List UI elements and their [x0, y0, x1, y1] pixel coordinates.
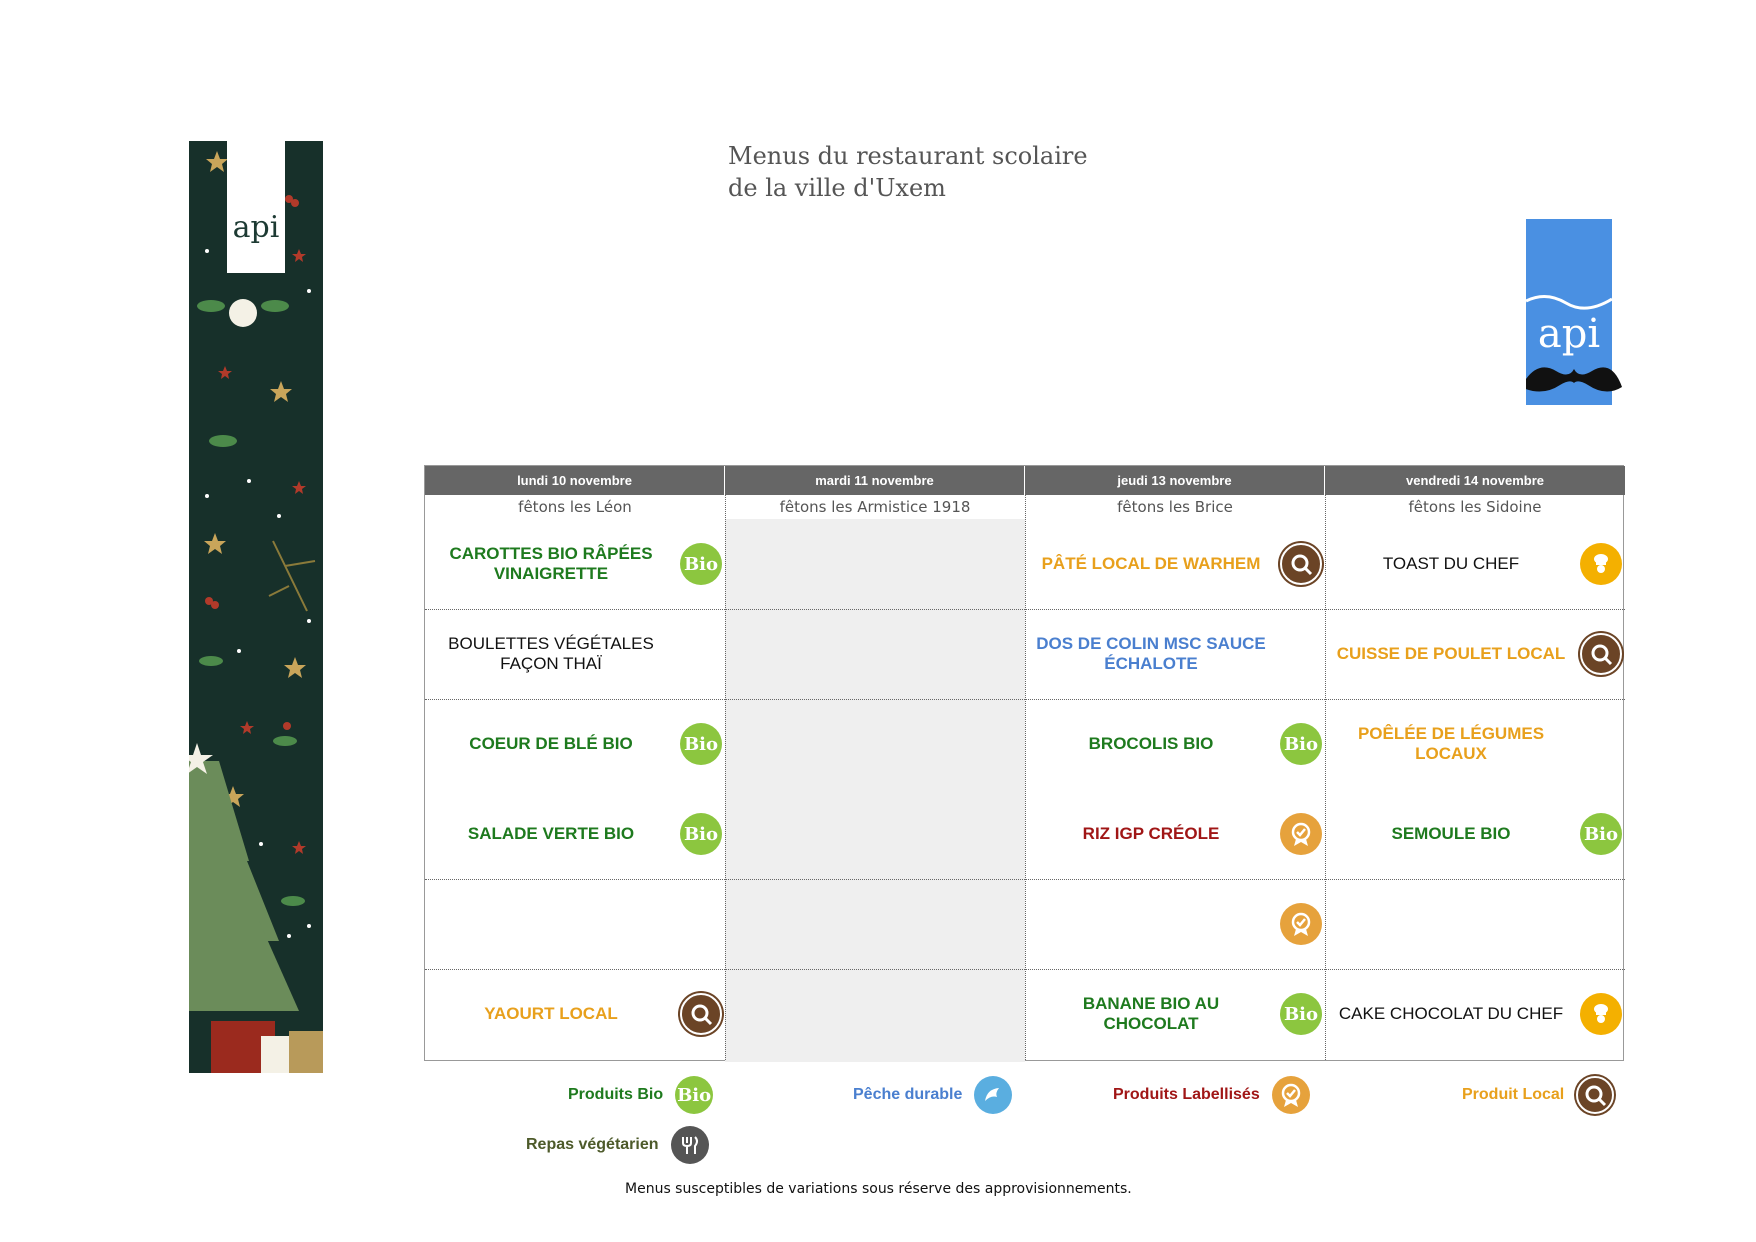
- feast-monday: fêtons les Léon: [518, 498, 632, 516]
- local-product-icon: [1280, 543, 1322, 585]
- legend-label: [1113, 1076, 1310, 1114]
- menu-cell: [1025, 519, 1325, 609]
- dish-name: CUISSE DE POULET LOCAL: [1336, 644, 1566, 663]
- fish-icon: [974, 1076, 1012, 1114]
- menu-cell: [425, 699, 725, 789]
- dish-name: TOAST DU CHEF: [1382, 554, 1520, 573]
- chef-icon: [1580, 993, 1622, 1035]
- local-product-icon: [1576, 1076, 1614, 1114]
- dish-name: RIZ IGP CRÉOLE: [1082, 824, 1220, 843]
- day-header-monday: lundi 10 novembre: [425, 466, 725, 495]
- bio-icon: Bio: [675, 1076, 713, 1114]
- local-product-icon: [1580, 633, 1622, 675]
- legend-label-label: Produits Labellisés: [1113, 1086, 1260, 1103]
- legend-fish-label: Pêche durable: [853, 1086, 963, 1103]
- dish-name: SEMOULE BIO: [1391, 824, 1511, 843]
- menu-cell: [425, 789, 725, 879]
- menu-cell: [1325, 519, 1625, 609]
- day-header-friday: vendredi 14 novembre: [1325, 466, 1625, 495]
- banner-logo-text: api: [232, 210, 280, 245]
- day-header-tuesday: mardi 11 novembre: [725, 466, 1025, 495]
- dish-name: CAROTTES BIO RÂPÉES VINAIGRETTE: [449, 544, 653, 583]
- legend-bio: [568, 1076, 713, 1114]
- legend-vegetarian: [526, 1126, 709, 1164]
- chef-icon: [1580, 543, 1622, 585]
- dish-name: BOULETTES VÉGÉTALES FAÇON THAÏ: [448, 634, 654, 673]
- bio-icon: Bio: [680, 813, 722, 855]
- label-rosette-icon: [1272, 1076, 1310, 1114]
- feast-friday: fêtons les Sidoine: [1408, 498, 1542, 516]
- dish-name: DOS DE COLIN MSC SAUCE ÉCHALOTE: [1036, 634, 1266, 673]
- legend-bio-label: Produits Bio: [568, 1086, 664, 1103]
- dish-name: BANANE BIO AU CHOCOLAT: [1082, 994, 1220, 1033]
- local-product-icon: [680, 993, 722, 1035]
- feast-thursday: fêtons les Brice: [1117, 498, 1233, 516]
- title-line-2: de la ville d'Uxem: [728, 174, 946, 202]
- menu-cell: [1325, 609, 1625, 699]
- legend-fish: [853, 1076, 1012, 1114]
- dish-name: PÂTÉ LOCAL DE WARHEM: [1041, 554, 1261, 573]
- bio-icon: Bio: [1280, 723, 1322, 765]
- column-divider: [725, 495, 726, 1060]
- footnote: Menus susceptibles de variations sous réserve des approvisionnements.: [625, 1181, 1132, 1197]
- day-header-thursday: jeudi 13 novembre: [1025, 466, 1325, 495]
- menu-cell: [1325, 699, 1625, 789]
- menu-cell: [1025, 879, 1325, 969]
- label-rosette-icon: [1280, 813, 1322, 855]
- dish-name: BROCOLIS BIO: [1088, 734, 1214, 753]
- dish-name: POÊLÉE DE LÉGUMES LOCAUX: [1357, 724, 1545, 763]
- menu-cell: [1025, 789, 1325, 879]
- christmas-banner: [189, 141, 323, 1073]
- title-line-1: Menus du restaurant scolaire: [728, 142, 1088, 170]
- vegetarian-icon: [671, 1126, 709, 1164]
- legend-veg-label: Repas végétarien: [526, 1136, 659, 1153]
- tuesday-closed-column: [725, 519, 1025, 1062]
- menu-cell: [425, 969, 725, 1059]
- legend-local: [1462, 1076, 1614, 1114]
- christmas-decoration-icon: [189, 141, 323, 1073]
- menu-cell: [1025, 699, 1325, 789]
- menu-cell: [1025, 609, 1325, 699]
- bio-icon: Bio: [1580, 813, 1622, 855]
- menu-cell: [1325, 789, 1625, 879]
- dish-name: YAOURT LOCAL: [484, 1004, 618, 1023]
- dish-name: COEUR DE BLÉ BIO: [469, 734, 633, 753]
- dish-name: CAKE CHOCOLAT DU CHEF: [1338, 1004, 1564, 1023]
- label-rosette-icon: [1280, 903, 1322, 945]
- page-title: [728, 140, 1088, 204]
- api-logo-text: api: [1537, 311, 1601, 357]
- menu-cell: [425, 609, 725, 699]
- menu-cell: [425, 519, 725, 609]
- dish-name: SALADE VERTE BIO: [467, 824, 635, 843]
- banner-logo: [227, 141, 285, 273]
- menu-table: [424, 465, 1624, 1061]
- menu-cell: [1325, 969, 1625, 1059]
- api-logo: [1526, 219, 1612, 405]
- feast-tuesday: fêtons les Armistice 1918: [779, 498, 971, 516]
- bio-icon: Bio: [680, 543, 722, 585]
- menu-cell: [1025, 969, 1325, 1059]
- legend-local-label: Produit Local: [1462, 1086, 1565, 1103]
- bio-icon: Bio: [1280, 993, 1322, 1035]
- bio-icon: Bio: [680, 723, 722, 765]
